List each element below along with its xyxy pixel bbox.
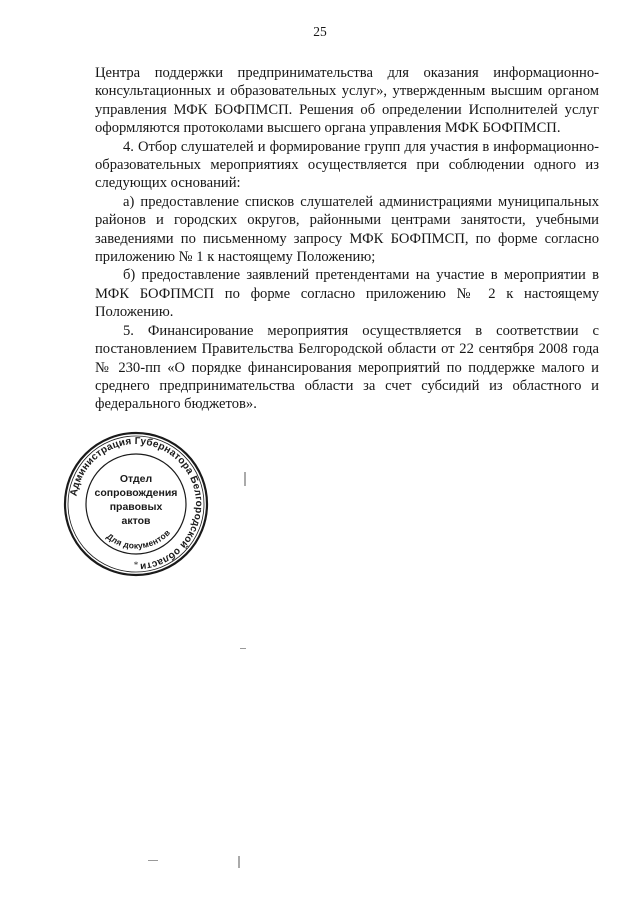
document-body xyxy=(95,64,599,414)
stamp-inner-text: Для документов xyxy=(104,527,173,551)
scan-mark xyxy=(240,648,246,649)
stamp-center-line-3: правовых xyxy=(109,501,163,513)
stamp-outer-text: Администрация Губернатора Белгородской области xyxy=(68,435,205,572)
stamp-center-line-1: Отдел xyxy=(119,473,153,485)
paragraph-item-4: 4. Отбор слушателей и формирование групп для участия в информационно-образовательных мероприятиях осуществляется при соблюдении одного из следующих оснований: xyxy=(95,138,599,192)
scan-mark xyxy=(238,856,240,868)
paragraph-continuation: Центра поддержки предпринимательства для оказания информационно-консультационных и образовательных услуг», утвержденным высшим органом управления МФК БОФПМСП. Решения об определении Исполнителей услуг оформляются протоколами высшего органа управления МФК БОФПМСП. xyxy=(95,65,599,137)
scan-mark xyxy=(148,860,158,861)
stamp-graphic xyxy=(62,430,210,578)
paragraph-item-4a: а) предоставление списков слушателей администрациями муниципальных районов и городских округов, районными центрами занятости, учебными заведениями по письменному запросу МФК БОФПМСП, по форме согласно приложению № 1 к настоящему Положению; xyxy=(95,193,599,266)
stamp-center-line-2: сопровождения xyxy=(94,487,178,499)
paragraph-item-4b: б) предоставление заявлений претендентами на участие в мероприятии в МФК БОФПМСП по форме согласно приложению № 2 к настоящему Положению. xyxy=(95,267,599,321)
page-number: 25 xyxy=(313,24,327,39)
stamp-center-line-4: актов xyxy=(121,515,151,527)
paragraph-item-5: 5. Финансирование мероприятия осуществляется в соответствии с постановлением Правительства Белгородской области от 22 сентября 2008 года № 230-пп «О порядке финансирования мероприятий по поддержке малого и среднего предпринимательства области за счет субсидий из областного и федерального бюджетов». xyxy=(95,322,599,413)
official-stamp xyxy=(62,430,210,578)
scan-mark xyxy=(244,472,246,486)
asterisk-icon: * xyxy=(133,560,139,570)
